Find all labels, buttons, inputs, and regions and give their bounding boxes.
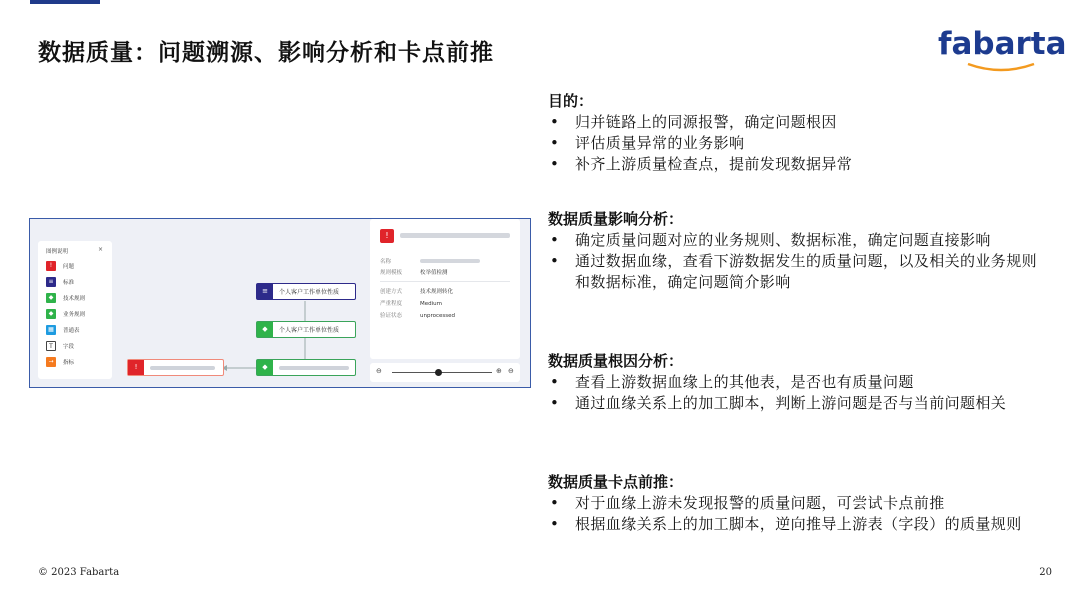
- bullet-item: • 补齐上游质量检查点，提前发现数据异常: [550, 155, 853, 173]
- legend-label: 标准: [63, 280, 75, 286]
- lineage-screenshot: [29, 218, 531, 388]
- bullet-item: • 根据血缘关系上的加工脚本，逆向推导上游表（字段）的质量规则: [550, 515, 1022, 533]
- node-label: 个人客户工作单位性质: [279, 327, 340, 334]
- zoom-slider-handle[interactable]: [435, 369, 442, 376]
- alert-icon: !: [46, 261, 56, 271]
- node-standard[interactable]: [256, 283, 356, 300]
- legend-label: 问题: [63, 264, 75, 270]
- panel-row: 规则模板 枚举值检测: [380, 270, 448, 276]
- logo-wordmark: fabarta: [938, 26, 1067, 62]
- section-root-cause: [548, 350, 1038, 414]
- section-heading: 数据质量根因分析：: [548, 352, 684, 370]
- bullet-item: • 通过血缘关系上的加工脚本，判断上游问题是否与当前问题相关: [550, 394, 1007, 412]
- section-heading: 数据质量影响分析：: [548, 210, 684, 228]
- slide-title: 数据质量：问题溯源、影响分析和卡点前推: [38, 39, 494, 66]
- section-heading: 数据质量卡点前推：: [548, 473, 684, 491]
- section-impact: [548, 208, 1038, 293]
- section-checkpoint: [548, 471, 1038, 535]
- table-icon: ▦: [46, 325, 56, 335]
- field-icon: T: [46, 341, 56, 351]
- panel-row: 严重程度 Medium: [380, 301, 442, 307]
- alert-icon: !: [380, 229, 394, 243]
- bullet-item: • 评估质量异常的业务影响: [550, 134, 745, 152]
- bullet-item: • 通过数据血缘，查看下游数据发生的质量问题，以及相关的业务规则和数据标准，确定问题简介影响: [550, 252, 1038, 291]
- business-rule-icon: ◆: [46, 309, 56, 319]
- node-label-blurred: [150, 366, 215, 370]
- node-business-rule[interactable]: [256, 321, 356, 338]
- business-rule-icon: ◆: [257, 322, 273, 337]
- bullet-item: • 对于血缘上游未发现报警的质量问题，可尝试卡点前推: [550, 494, 945, 512]
- copyright: © 2023 Fabarta: [38, 567, 120, 578]
- panel-row: 验证状态 unprocessed: [380, 313, 455, 319]
- legend-label: 普通表: [63, 328, 80, 334]
- detail-panel: [370, 219, 520, 359]
- bullet-item: • 确定质量问题对应的业务规则、数据标准，确定问题直接影响: [550, 231, 991, 249]
- zoom-bar: [370, 363, 520, 382]
- section-heading: 目的：: [548, 92, 594, 110]
- zoom-out-icon[interactable]: ⊖: [376, 367, 382, 375]
- fabarta-logo: [938, 26, 1067, 76]
- panel-title-blurred: [400, 233, 510, 238]
- section-purpose: [548, 90, 1038, 175]
- legend-label: 指标: [63, 360, 75, 366]
- node-tech-rule[interactable]: [256, 359, 356, 376]
- panel-row: 名称: [380, 257, 480, 265]
- bullet-item: • 查看上游数据血缘上的其他表，是否也有质量问题: [550, 373, 914, 391]
- legend-label: 技术规则: [63, 296, 86, 302]
- legend-close-icon[interactable]: ×: [98, 246, 104, 253]
- node-issue[interactable]: [127, 359, 224, 376]
- standard-icon: ≡: [46, 277, 56, 287]
- tech-rule-icon: ◆: [257, 360, 273, 375]
- node-label-blurred: [279, 366, 349, 370]
- page-number: 20: [1039, 567, 1052, 578]
- alert-icon: !: [128, 360, 144, 375]
- zoom-slider-track[interactable]: [392, 372, 492, 373]
- zoom-fit-icon[interactable]: ⊖: [508, 367, 514, 375]
- panel-row: 创建方式 技术规则转化: [380, 289, 454, 295]
- standard-icon: ≡: [257, 284, 273, 299]
- logo-swoosh-icon: [966, 60, 1036, 74]
- node-label: 个人客户工作单位性质: [279, 289, 340, 296]
- legend-label: 业务规则: [63, 312, 86, 318]
- zoom-in-icon[interactable]: ⊕: [496, 367, 502, 375]
- bullet-item: • 归并链路上的同源报警，确定问题根因: [550, 113, 837, 131]
- top-accent-bar: [30, 0, 100, 4]
- legend-label: 字段: [63, 344, 75, 350]
- tech-rule-icon: ◆: [46, 293, 56, 303]
- legend-title: 图例说明: [46, 249, 69, 255]
- metric-icon: →: [46, 357, 56, 367]
